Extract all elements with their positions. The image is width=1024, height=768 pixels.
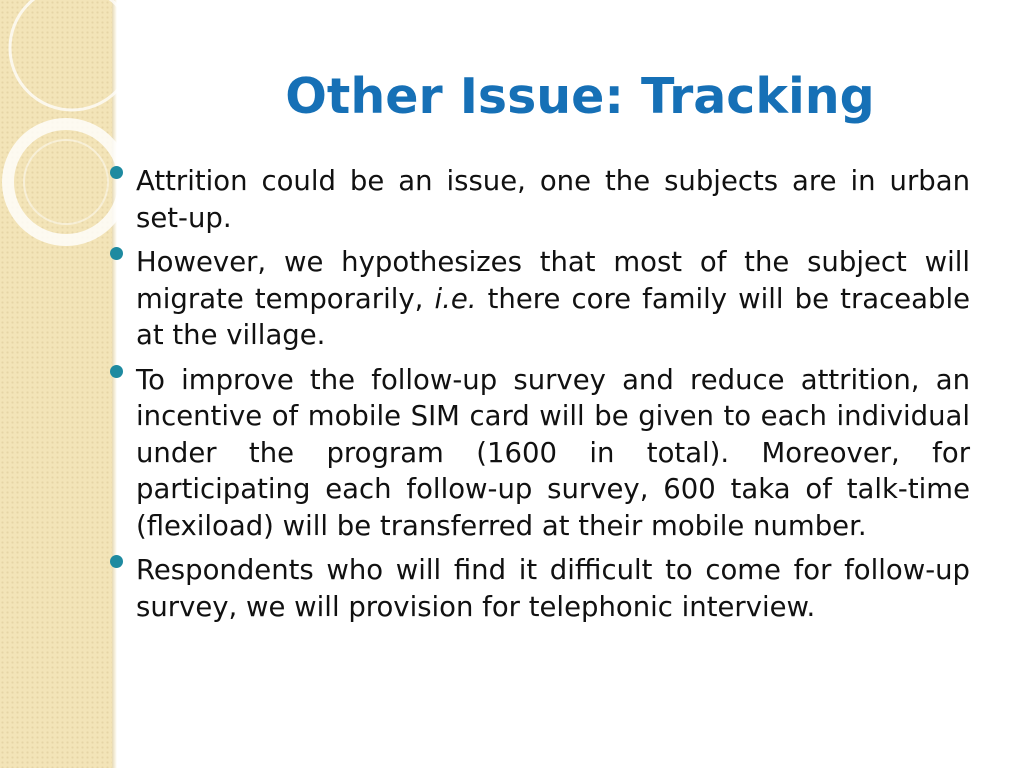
- bullet-dot-icon: [110, 166, 123, 179]
- bullet-text-before: However, we hypothesizes that most of the subject will migrate temporarily,: [136, 246, 970, 315]
- decorative-ring-inner: [24, 140, 108, 224]
- bullet-item: [108, 362, 970, 545]
- bullet-item: [108, 552, 970, 625]
- decorative-ring: [8, 124, 124, 240]
- decorative-circle-top: [10, 0, 134, 110]
- bullet-list: [108, 163, 970, 633]
- bullet-text: [136, 246, 970, 351]
- bullet-dot-icon: [110, 555, 123, 568]
- slide-title: Other Issue: Tracking: [285, 68, 875, 125]
- bullet-item: [108, 163, 970, 236]
- bullet-item: [108, 244, 970, 354]
- bullet-dot-icon: [110, 247, 123, 260]
- bullet-text: To improve the follow-up survey and reduce attrition, an incentive of mobile SIM card will be given to each individual under the program (1600 in total). Moreover, for participating each follow-up survey, 600 taka of talk-time (flexiload) will be transferred at their mobile number.: [136, 363, 970, 542]
- bullet-text: Attrition could be an issue, one the subjects are in urban set-up.: [136, 165, 970, 234]
- bullet-dot-icon: [110, 365, 123, 378]
- bullet-text-after: there core family will be traceable at the village.: [136, 282, 971, 351]
- bullet-text-italic: i.e.: [434, 282, 477, 315]
- bullet-text: Respondents who will find it difficult to come for follow-up survey, we will provision for telephonic interview.: [136, 554, 970, 623]
